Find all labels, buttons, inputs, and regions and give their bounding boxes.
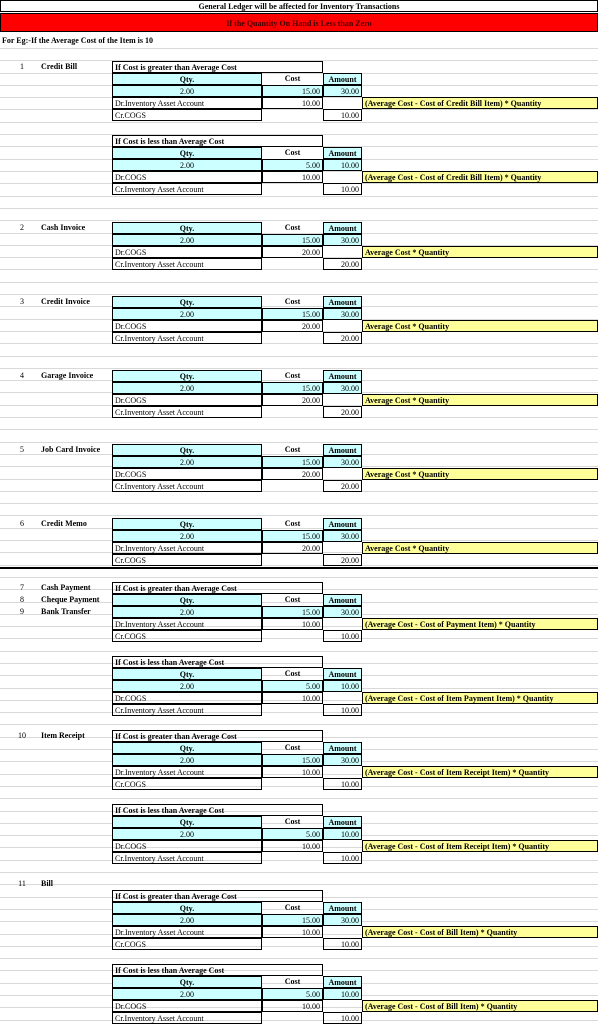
cost-value: 15.00 (262, 754, 323, 766)
amount-value: 10.00 (323, 988, 362, 1000)
gridline (0, 798, 598, 799)
amount-header: Amount (323, 594, 362, 606)
credit-account: Cr.Inventory Asset Account (112, 406, 262, 418)
transaction-name: Bill (41, 879, 54, 888)
transaction-name: Cash Payment (41, 583, 91, 592)
debit-account: Dr.COGS (112, 171, 262, 183)
credit-amount: 20.00 (323, 406, 362, 418)
cost-value: 15.00 (262, 85, 323, 97)
amount-value: 30.00 (323, 914, 362, 926)
block-caption: If Cost is less than Average Cost (112, 656, 323, 668)
credit-account: Cr.Inventory Asset Account (112, 480, 262, 492)
credit-amount: 10.00 (323, 630, 362, 642)
debit-account: Dr.Inventory Asset Account (112, 97, 262, 109)
amount-value: 10.00 (323, 828, 362, 840)
qty-header: Qty. (112, 444, 262, 456)
cost-header: Cost (284, 371, 301, 380)
formula-note: Average Cost * Quantity (362, 468, 598, 480)
cost-value: 5.00 (262, 680, 323, 692)
amount-header: Amount (323, 147, 362, 159)
qty-header: Qty. (112, 370, 262, 382)
block-caption: If Cost is less than Average Cost (112, 804, 323, 816)
block-caption: If Cost is less than Average Cost (112, 135, 323, 147)
formula-note: Average Cost * Quantity (362, 542, 598, 554)
credit-amount: 10.00 (323, 1012, 362, 1024)
gridline (0, 872, 598, 873)
credit-amount: 10.00 (323, 852, 362, 864)
formula-note: (Average Cost - Cost of Item Receipt Item) * Quantity (362, 840, 598, 852)
formula-note: (Average Cost - Cost of Bill Item) * Quantity (362, 1000, 598, 1012)
debit-account: Dr.COGS (112, 1000, 262, 1012)
amount-value: 10.00 (323, 680, 362, 692)
formula-note: (Average Cost - Cost of Item Payment Item) * Quantity (362, 692, 598, 704)
credit-account: Cr.Inventory Asset Account (112, 258, 262, 270)
amount-header: Amount (323, 668, 362, 680)
gridline (0, 503, 598, 504)
gridline (0, 368, 598, 369)
gridline (0, 958, 598, 959)
row-number: 1 (20, 62, 24, 71)
qty-header: Qty. (112, 518, 262, 530)
qty-value: 2.00 (112, 382, 262, 394)
cost-value: 15.00 (262, 606, 323, 618)
gridline (0, 577, 598, 578)
gridline (0, 343, 598, 344)
credit-account: Cr.Inventory Asset Account (112, 183, 262, 195)
qty-header: Qty. (112, 594, 262, 606)
amount-header: Amount (323, 73, 362, 85)
cost-header: Cost (284, 595, 301, 604)
formula-note: (Average Cost - Cost of Credit Bill Item) * Quantity (362, 171, 598, 183)
transaction-name: Credit Memo (41, 519, 87, 528)
amount-value: 30.00 (323, 754, 362, 766)
gridline (0, 417, 598, 418)
debit-amount: 20.00 (262, 246, 323, 258)
gridline (0, 1020, 598, 1021)
amount-value: 30.00 (323, 456, 362, 468)
gridline (0, 356, 598, 357)
debit-amount: 20.00 (262, 394, 323, 406)
gridline (0, 651, 598, 652)
credit-amount: 20.00 (323, 554, 362, 566)
cost-header: Cost (284, 223, 301, 232)
gridline (0, 515, 598, 516)
row-number: 5 (20, 445, 24, 454)
row-number: 8 (20, 595, 24, 604)
credit-account: Cr.COGS (112, 109, 262, 121)
debit-amount: 10.00 (262, 840, 323, 852)
credit-account: Cr.COGS (112, 938, 262, 950)
cost-header: Cost (284, 148, 301, 157)
credit-amount: 20.00 (323, 258, 362, 270)
qty-value: 2.00 (112, 988, 262, 1000)
cost-value: 15.00 (262, 382, 323, 394)
formula-note: (Average Cost - Cost of Credit Bill Item) * Quantity (362, 97, 598, 109)
credit-account: Cr.COGS (112, 554, 262, 566)
cost-header: Cost (284, 903, 301, 912)
amount-value: 30.00 (323, 308, 362, 320)
amount-header: Amount (323, 444, 362, 456)
row-number: 3 (20, 297, 24, 306)
gridline (0, 109, 598, 110)
gridline (0, 122, 598, 123)
block-caption: If Cost is greater than Average Cost (112, 61, 323, 73)
debit-account: Dr.COGS (112, 320, 262, 332)
qty-value: 2.00 (112, 159, 262, 171)
cost-header: Cost (284, 74, 301, 83)
qty-value: 2.00 (112, 680, 262, 692)
amount-value: 30.00 (323, 382, 362, 394)
block-caption: If Cost is greater than Average Cost (112, 890, 323, 902)
gridline (0, 282, 598, 283)
cost-header: Cost (284, 519, 301, 528)
cost-header: Cost (284, 445, 301, 454)
gridline (0, 491, 598, 492)
qty-value: 2.00 (112, 85, 262, 97)
qty-value: 2.00 (112, 308, 262, 320)
debit-account: Dr.COGS (112, 840, 262, 852)
gridline (0, 294, 598, 295)
row-number: 7 (20, 583, 24, 592)
gridline (0, 946, 598, 947)
credit-amount: 10.00 (323, 109, 362, 121)
block-caption: If Cost is less than Average Cost (112, 964, 323, 976)
transaction-name: Credit Bill (41, 62, 78, 71)
amount-value: 30.00 (323, 530, 362, 542)
debit-account: Dr.Inventory Asset Account (112, 926, 262, 938)
transaction-name: Cash Invoice (41, 223, 86, 232)
cost-header: Cost (284, 817, 301, 826)
cost-value: 15.00 (262, 234, 323, 246)
qty-header: Qty. (112, 147, 262, 159)
qty-value: 2.00 (112, 234, 262, 246)
amount-header: Amount (323, 976, 362, 988)
debit-account: Dr.COGS (112, 692, 262, 704)
cost-header: Cost (284, 669, 301, 678)
gridline (0, 48, 598, 49)
qty-header: Qty. (112, 222, 262, 234)
cost-value: 5.00 (262, 159, 323, 171)
transaction-name: Cheque Payment (41, 595, 100, 604)
qty-header: Qty. (112, 976, 262, 988)
debit-amount: 10.00 (262, 97, 323, 109)
credit-amount: 10.00 (323, 938, 362, 950)
amount-value: 30.00 (323, 234, 362, 246)
example-note: For Eg:-If the Average Cost of the Item is 10 (2, 36, 154, 45)
gridline (0, 565, 598, 566)
credit-account: Cr.Inventory Asset Account (112, 1012, 262, 1024)
qty-value: 2.00 (112, 914, 262, 926)
cost-header: Cost (284, 743, 301, 752)
row-number: 11 (18, 879, 26, 888)
cost-header: Cost (284, 297, 301, 306)
credit-amount: 10.00 (323, 704, 362, 716)
amount-header: Amount (323, 296, 362, 308)
section-divider (0, 567, 598, 569)
cost-value: 15.00 (262, 308, 323, 320)
qty-header: Qty. (112, 668, 262, 680)
cost-value: 15.00 (262, 530, 323, 542)
debit-account: Dr.Inventory Asset Account (112, 766, 262, 778)
debit-amount: 10.00 (262, 171, 323, 183)
debit-account: Dr.Inventory Asset Account (112, 542, 262, 554)
row-number: 6 (20, 519, 24, 528)
qty-header: Qty. (112, 742, 262, 754)
credit-account: Cr.COGS (112, 778, 262, 790)
amount-value: 30.00 (323, 606, 362, 618)
formula-note: (Average Cost - Cost of Item Receipt Item) * Quantity (362, 766, 598, 778)
debit-amount: 10.00 (262, 926, 323, 938)
gridline (0, 220, 598, 221)
debit-account: Dr.COGS (112, 468, 262, 480)
credit-account: Cr.COGS (112, 630, 262, 642)
formula-note: (Average Cost - Cost of Payment Item) * Quantity (362, 618, 598, 630)
formula-note: (Average Cost - Cost of Bill Item) * Quantity (362, 926, 598, 938)
transaction-name: Credit Invoice (41, 297, 90, 306)
amount-header: Amount (323, 222, 362, 234)
qty-value: 2.00 (112, 606, 262, 618)
credit-account: Cr.Inventory Asset Account (112, 332, 262, 344)
gridline (0, 208, 598, 209)
amount-value: 30.00 (323, 85, 362, 97)
debit-amount: 20.00 (262, 468, 323, 480)
row-number: 9 (20, 607, 24, 616)
block-caption: If Cost is greater than Average Cost (112, 582, 323, 594)
transaction-name: Item Receipt (41, 731, 85, 740)
sheet-subtitle: If the Quantity On Hand is Less than Zero (0, 13, 598, 32)
transaction-name: Bank Transfer (41, 607, 91, 616)
cost-value: 5.00 (262, 988, 323, 1000)
qty-value: 2.00 (112, 754, 262, 766)
debit-amount: 20.00 (262, 542, 323, 554)
qty-value: 2.00 (112, 828, 262, 840)
block-caption: If Cost is greater than Average Cost (112, 730, 323, 742)
cost-value: 5.00 (262, 828, 323, 840)
debit-amount: 10.00 (262, 766, 323, 778)
cost-value: 15.00 (262, 914, 323, 926)
debit-account: Dr.Inventory Asset Account (112, 618, 262, 630)
credit-amount: 10.00 (323, 778, 362, 790)
debit-account: Dr.COGS (112, 246, 262, 258)
row-number: 2 (20, 223, 24, 232)
credit-account: Cr.Inventory Asset Account (112, 852, 262, 864)
gridline (0, 429, 598, 430)
formula-note: Average Cost * Quantity (362, 246, 598, 258)
gridline (0, 724, 598, 725)
amount-header: Amount (323, 518, 362, 530)
gridline (0, 183, 598, 184)
gridline (0, 860, 598, 861)
amount-header: Amount (323, 370, 362, 382)
credit-amount: 10.00 (323, 183, 362, 195)
sheet-title: General Ledger will be affected for Inventory Transactions (0, 0, 598, 12)
gridline (0, 442, 598, 443)
row-number: 4 (20, 371, 24, 380)
debit-amount: 10.00 (262, 692, 323, 704)
credit-amount: 20.00 (323, 332, 362, 344)
transaction-name: Garage Invoice (41, 371, 94, 380)
amount-header: Amount (323, 902, 362, 914)
gridline (0, 196, 598, 197)
gridline (0, 269, 598, 270)
qty-value: 2.00 (112, 530, 262, 542)
credit-amount: 20.00 (323, 480, 362, 492)
debit-amount: 20.00 (262, 320, 323, 332)
formula-note: Average Cost * Quantity (362, 394, 598, 406)
qty-header: Qty. (112, 816, 262, 828)
gridline (0, 712, 598, 713)
debit-amount: 10.00 (262, 618, 323, 630)
amount-header: Amount (323, 742, 362, 754)
qty-header: Qty. (112, 73, 262, 85)
amount-value: 10.00 (323, 159, 362, 171)
debit-account: Dr.COGS (112, 394, 262, 406)
row-number: 10 (18, 731, 26, 740)
credit-account: Cr.Inventory Asset Account (112, 704, 262, 716)
gridline (0, 638, 598, 639)
qty-value: 2.00 (112, 456, 262, 468)
debit-amount: 10.00 (262, 1000, 323, 1012)
gridline (0, 786, 598, 787)
qty-header: Qty. (112, 296, 262, 308)
qty-header: Qty. (112, 902, 262, 914)
formula-note: Average Cost * Quantity (362, 320, 598, 332)
cost-header: Cost (284, 977, 301, 986)
cost-value: 15.00 (262, 456, 323, 468)
transaction-name: Job Card Invoice (41, 445, 101, 454)
amount-header: Amount (323, 816, 362, 828)
